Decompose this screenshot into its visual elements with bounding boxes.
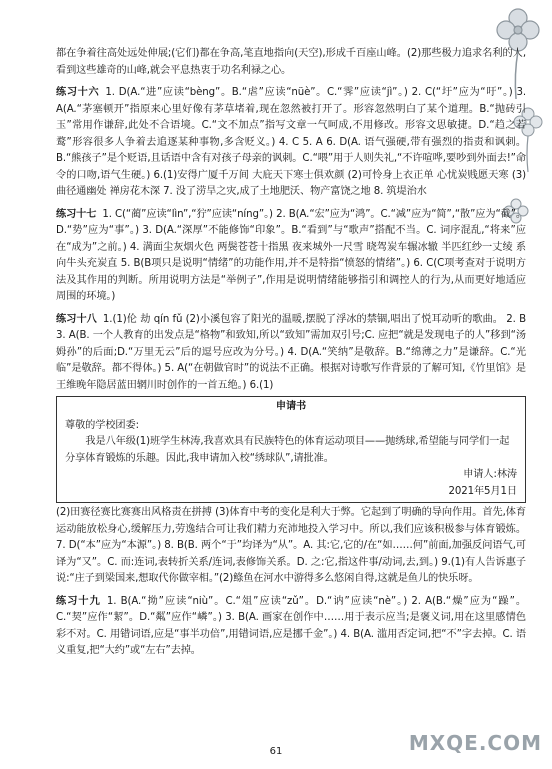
exercise-18: [56, 312, 526, 395]
letter-date: 2021年5月1日: [448, 485, 517, 497]
exercise-title: 练习十六: [56, 87, 100, 98]
letter-body: 我是八年级(1)班学生林涛,我喜欢具有民族特色的体育运动项目——抛绣球,希望能与同学们一起分享体育锻炼的乐趣。因此,我申请加入校“绣球队”,请批准。: [65, 436, 510, 464]
exercise-title: 练习十八: [56, 313, 97, 325]
exercise-title: 练习十七: [56, 208, 97, 220]
letter-signature: 申请人:林涛: [463, 469, 517, 480]
page-number: 61: [269, 746, 283, 757]
exercise-text: (2)田赛径赛比赛赛出风格责在拼搏 (3)体育中考的变化是利大于弊。它起到了明确的导向作用。首先,体育运动能放松身心,缓解压力,劳逸结合可让我们精力充沛地投入学习中。所以,我们应该积极参与体育锻炼。 7. D(“本”应为“本源”。) 8. B(B. 两个“于”均译为“从”。A. 其:它,它的/在“如……何”前面,加强反问语气,可译为“又”。C. 而:连词,表转折关系/连词,表修饰关系。D. 之:它,指这件事/动词,去,到。) 9.(1)有人告诉惠子说:“庄子到梁国来,想取代你做宰相。”(2)鲦鱼在河水中游得多么悠闲自得,这就是鱼儿的快乐呀。: [56, 507, 526, 584]
answer-content: [56, 46, 526, 660]
letter-salutation: 尊敬的学校团委:: [65, 419, 139, 431]
exercise-16: [56, 85, 526, 201]
exercise-19: [56, 594, 526, 660]
exercise-17: [56, 207, 526, 306]
exercise-title: 练习十九: [56, 595, 101, 607]
paragraph-text: 都在争着往高处远处伸展;(它们)都在争高,笔直地指向(天空),形成千百座山峰。(2)那些极力追求名利的人,看到这些雄奇的山峰,就会平息热衷于功名利禄之心。: [56, 48, 526, 76]
letter-title: 申请书: [275, 401, 307, 412]
answer-paragraph-continued: [56, 46, 526, 79]
exercise-text: 1. C(“蔺”应读“lìn”,“狞”应读“níng”。) 2. B(A.“宏”应为“鸿”。C.“减”应为“简”,“散”应为“截”。D.“势”应为“事”。) 3. D(A.“深厚”不能修饰“印象”。B.“看到”与“歌声”搭配不当。C. 词序混乱,“将来”应在“成为”之前。) 4. 满面尘灰烟火色 两鬓苍苍十指黑 夜来城外一尺雪 晓驾炭车辗冰辙 半匹红纱一丈绫 系向牛头充炭直 5. B(B项只是说明“情绪”的功能作用,并不是特指“愤怒的情绪”。) 6. C(C项考查对于说明方法及其作用的判断。所用说明方法是“举例子”,作用是说明情绪能够指引和调控人的行为,从而更好地适应周围的环境。): [56, 208, 526, 302]
exercise-text: 1. D(A.“进”应读“bèng”。B.“虐”应读“nüè”。C.“霁”应读“jì”。) 2. C(“圩”应为“吁”。) 3. A(A.“茅塞顿开”指原来心里好像有茅草堵着,现在忽然被打开了。形容忽然明白了某个道理。B.“抛砖引玉”常用作谦辞,此处不合语境。C.“文不加点”指写文章一气呵成,不用修改。形容文思敏捷。D.“趋之若鹜”形容很多人争着去追逐某种事物,多含贬义。) 4. C 5. A 6. D(A. 语气强硬,带有强烈的指责和讽刺。B.“熊孩子”是个贬语,且话语中含有对孩子母亲的讽刺。C.“喂”用于人则失礼,“不许喧哗,要吵到外面去!”命令的口吻,语气生硬。) 6.(1)安得广厦千万间 大庇天下寒士俱欢颜 (2)可怜身上衣正单 心忧炭贱愿天寒 (3)曲径通幽处 禅房花木深 7. 没了涝旱之灾,成了土地肥沃、物产富饶之地 8. 筑堤治水: [56, 87, 526, 197]
exercise-18-continued: [56, 505, 526, 588]
application-letter-box: [56, 396, 526, 503]
exercise-text: 1. B(A.“拗”应读“niù”。C.“俎”应读“zǔ”。D.“讷”应读“nè”。) 2. A(B.“燥”应为“躁”。C.“契”应作“絜”。D.“粼”应作“嶙”。) 3. B(A. 画家在创作中……用于表示应当;是褒义词,用在这里感情色彩不对。C. 用错词语,应是“事半功倍”,用错词语,应是挪千金”。) 4. B(A. 滥用否定词,把“不”字去掉。C. 语义重复,把“大约”或“左右”去掉。: [56, 595, 526, 656]
site-watermark: MXQE.COM: [408, 731, 542, 755]
exercise-text: 1.(1)伦 劫 qín fǔ (2)小溪包容了阳光的温暖,摆脱了浮冰的禁锢,唱出了悦耳动听的歌曲。 2. B 3. A(B. 一个人教育的出发点是“格物”和致知,所以“致知”需加双引号;C. 应把“就是发现电子的人”移到“汤姆孙”的后面;D.“万里无云”后的逗号应改为分号。) 4. D(A.“笑纳”是敬辞。B.“绵薄之力”是谦辞。C.“光临”是敬辞。都不得体。) 5. A(“在朝做官时”的说法不正确。根据对诗歌写作背景的了解可知,《竹里馆》是王维晚年隐居蓝田辋川时创作的一首五绝。) 6.(1): [56, 313, 526, 391]
